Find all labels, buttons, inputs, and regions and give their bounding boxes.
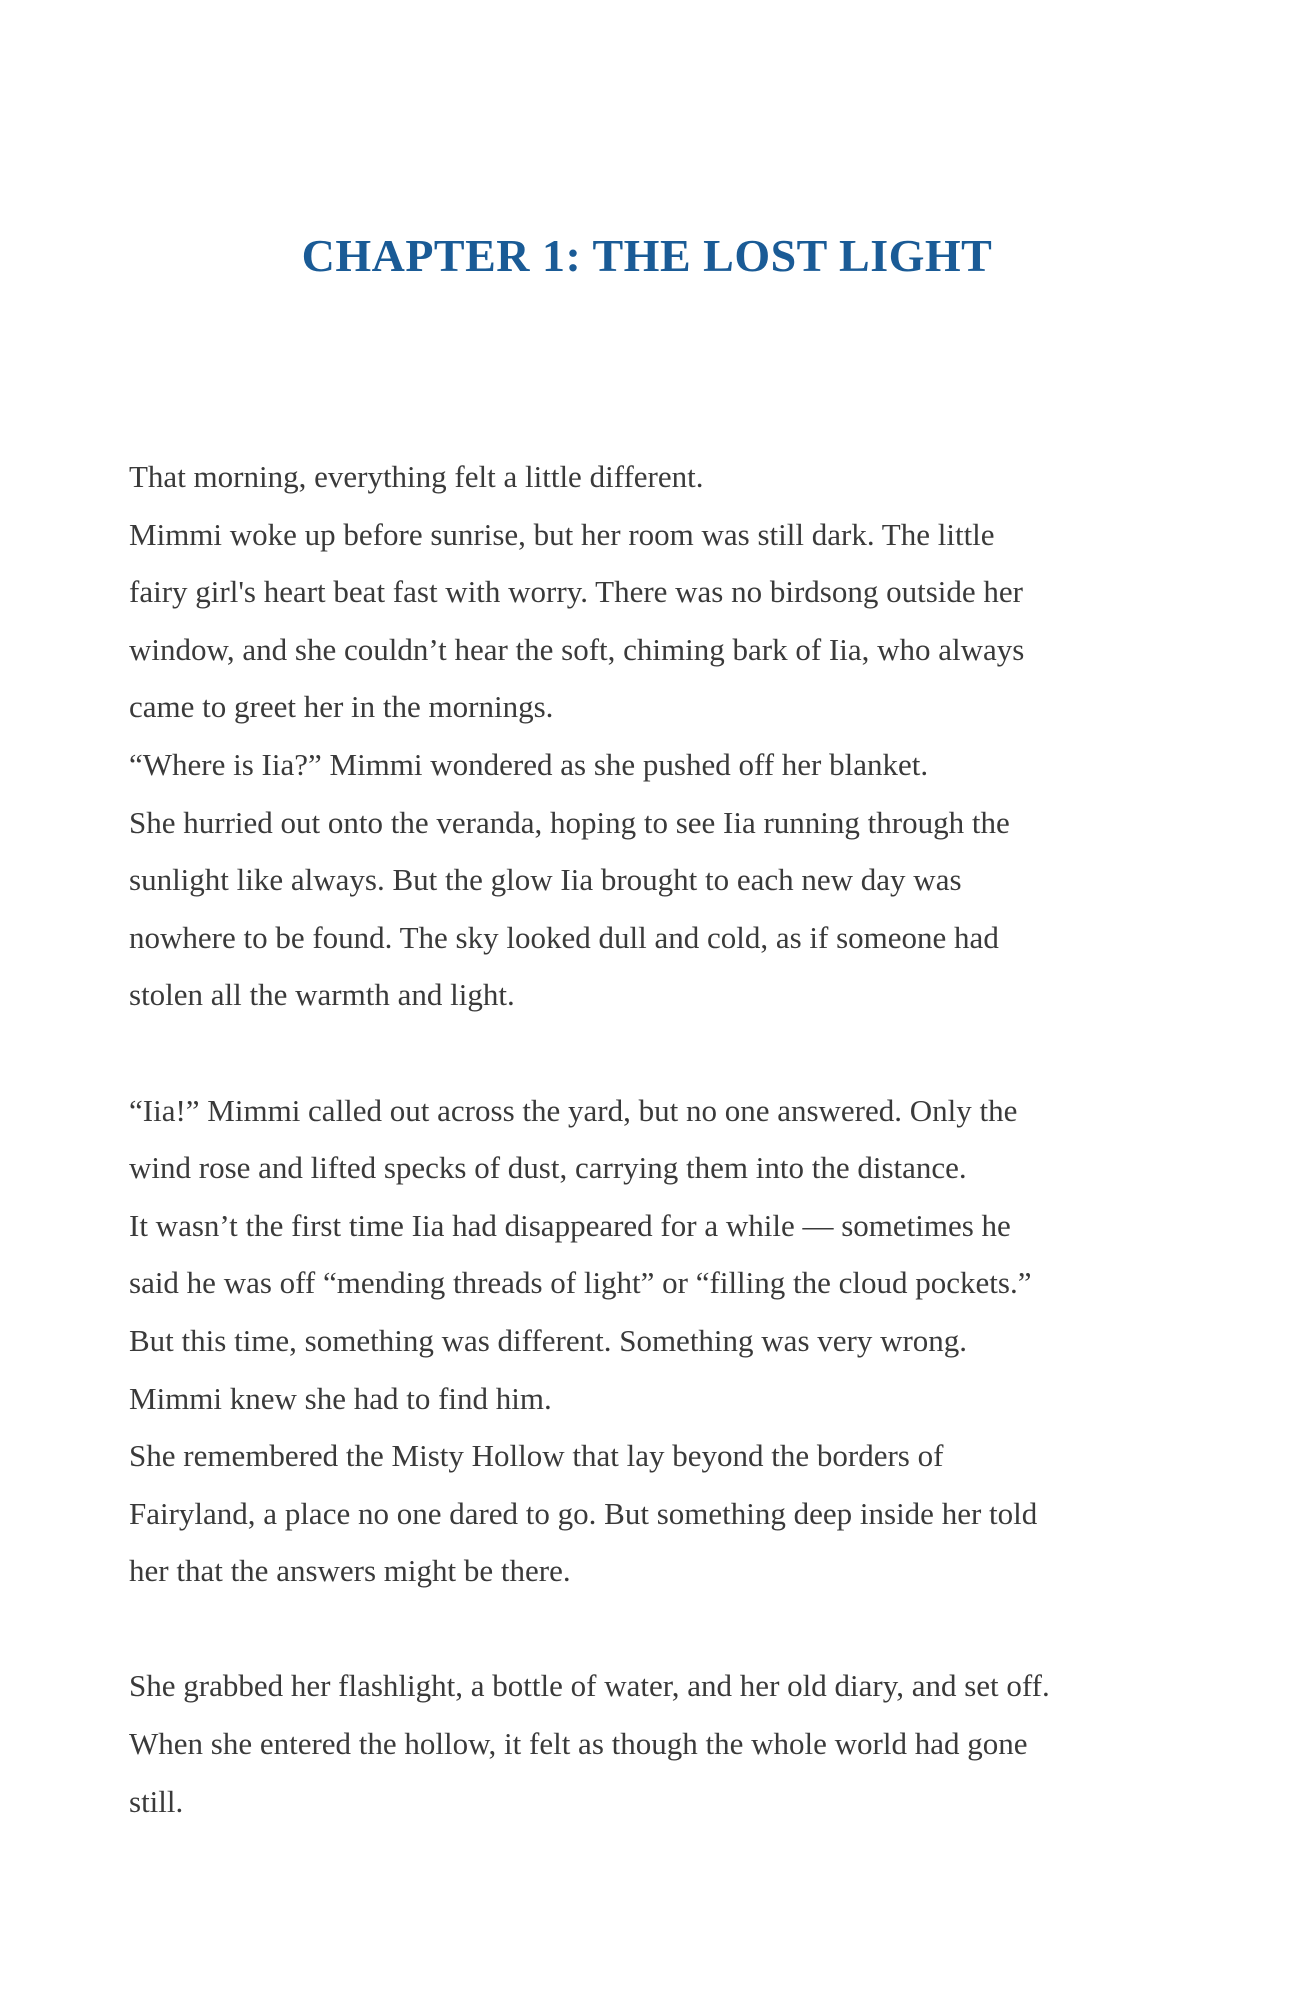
paragraph-1	[129, 448, 1179, 1024]
text-line: came to greet her in the mornings.	[129, 689, 554, 725]
text-line: Fairyland, a place no one dared to go. But something deep inside her told	[129, 1495, 1038, 1531]
text-line: window, and she couldn’t hear the soft, chiming bark of Iia, who always	[129, 631, 1025, 667]
paragraph-2	[129, 1082, 1179, 1600]
text-line: She grabbed her flashlight, a bottle of water, and her old diary, and set off.	[129, 1668, 1050, 1704]
text-line: said he was off “mending threads of light” or “filling the cloud pockets.”	[129, 1265, 1032, 1301]
text-line: sunlight like always. But the glow Iia brought to each new day was	[129, 862, 962, 898]
chapter-body	[129, 448, 1179, 1830]
text-line: Mimmi knew she had to find him.	[129, 1380, 552, 1416]
chapter-title: CHAPTER 1: THE LOST LIGHT	[301, 230, 993, 281]
text-line: She remembered the Misty Hollow that lay beyond the borders of	[129, 1438, 944, 1474]
text-line: “Iia!” Mimmi called out across the yard, but no one answered. Only the	[129, 1092, 1018, 1128]
text-line: But this time, something was different. Something was very wrong.	[129, 1322, 968, 1358]
text-line: That morning, everything felt a little different.	[129, 459, 704, 494]
text-line: It wasn’t the first time Iia had disappeared for a while — sometimes he	[129, 1207, 1011, 1243]
text-line: nowhere to be found. The sky looked dull and cold, as if someone had	[129, 919, 999, 955]
text-line: fairy girl's heart beat fast with worry. There was no birdsong outside her	[129, 574, 1024, 610]
paragraph-3	[129, 1657, 1179, 1830]
text-line: stolen all the warmth and light.	[129, 977, 515, 1013]
text-line: When she entered the hollow, it felt as though the whole world had gone	[129, 1726, 1028, 1762]
text-line: still.	[129, 1783, 184, 1819]
text-line: wind rose and lifted specks of dust, carrying them into the distance.	[129, 1150, 967, 1186]
text-line: her that the answers might be there.	[129, 1553, 571, 1589]
text-line: Mimmi woke up before sunrise, but her room was still dark. The little	[129, 516, 995, 552]
text-line: She hurried out onto the veranda, hoping to see Iia running through the	[129, 804, 1010, 840]
text-line: “Where is Iia?” Mimmi wondered as she pushed off her blanket.	[129, 746, 929, 782]
